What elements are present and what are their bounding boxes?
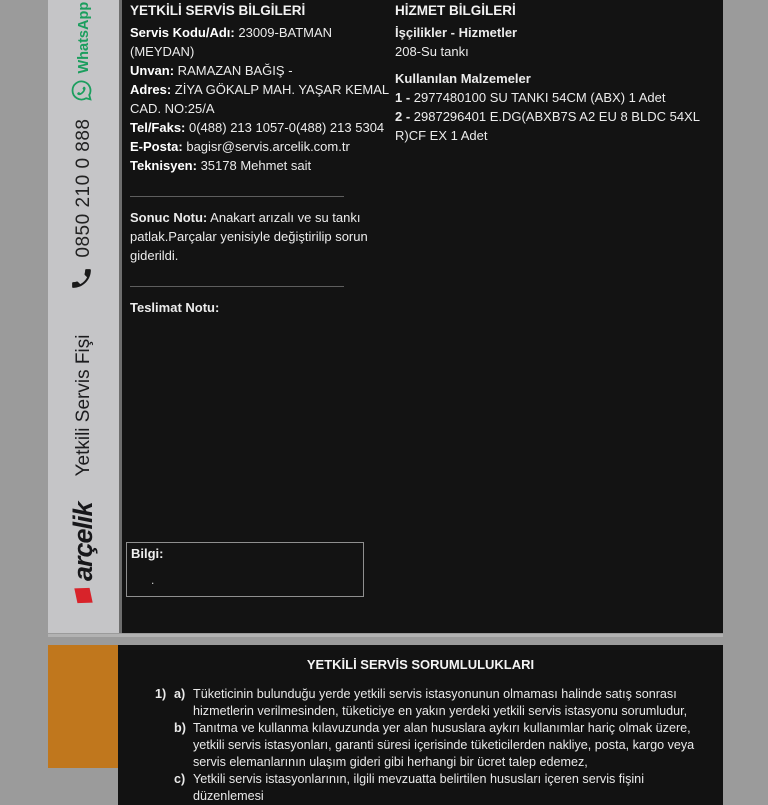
service-field: Servis Kodu/Adı: 23009-BATMAN (MEYDAN) xyxy=(130,25,333,59)
info-box-label: Bilgi: xyxy=(131,546,164,561)
receipt-upper xyxy=(48,0,723,633)
info-box-value: . xyxy=(151,573,155,587)
service-field: E-Posta: bagisr@servis.arcelik.com.tr xyxy=(130,139,350,154)
whatsapp-icon xyxy=(69,79,99,104)
responsibility-item: 1) a) Tüketicinin bulunduğu yerde yetkili servis istasyonunun olmaması halinde satış sonrası hizmetlerin verilmesinden, tüketiciye en yakın yerdeki yetkili servis istasyonu sorumludur, xyxy=(155,687,688,718)
responsibilities-panel xyxy=(118,645,723,805)
whatsapp-label: WhatsApp xyxy=(75,1,92,74)
material-item: 2 - 2987296401 E.DG(ABXB7S A2 EU 8 BLDC 54XL R)CF EX 1 Adet xyxy=(395,109,700,143)
info-box xyxy=(126,542,364,597)
service-details-title: HİZMET BİLGİLERİ xyxy=(395,3,516,18)
receipt-content-panel xyxy=(122,0,723,633)
responsibility-item: b) Tanıtma ve kullanma kılavuzunda yer alan hususlara aykırı kullanımlar hariç olmak üzere, yetkili servis istasyonları, garanti süresi içerisinde tüketicilerden nakliye, posta, kargo veya servis elemanlarının ulaşım gideri gibi herhangi bir ücret talep edemez, xyxy=(174,721,695,769)
responsibility-item: c) Yetkili servis istasyonlarının, ilgili mevzuatta belirtilen hususları içeren servis fişini düzenlemesi xyxy=(174,772,644,803)
service-field: Tel/Faks: 0(488) 213 1057-0(488) 213 5304 xyxy=(130,120,385,135)
labor-heading: İşçilikler - Hizmetler xyxy=(395,25,518,40)
service-info-fields xyxy=(130,23,394,175)
responsibilities-title: YETKİLİ SERVİS SORUMLULUKLARI xyxy=(306,657,535,672)
service-field: Adres: ZİYA GÖKALP MAH. YAŞAR KEMAL CAD. NO:25/A xyxy=(130,82,389,116)
responsibilities-section xyxy=(48,645,723,803)
materials-list xyxy=(395,88,719,145)
receipt-sidebar xyxy=(48,0,122,633)
service-field: Unvan: RAMAZAN BAĞIŞ - xyxy=(130,63,293,78)
delivery-note-label: Teslimat Notu: xyxy=(130,300,220,315)
sidebar-rotated-strip xyxy=(48,0,119,633)
result-note-label: Sonuc Notu: xyxy=(130,210,208,225)
service-field: Teknisyen: 35178 Mehmet sait xyxy=(130,158,312,173)
phone-icon xyxy=(69,266,99,291)
service-details-column xyxy=(395,1,719,145)
divider xyxy=(130,196,344,197)
support-phone-number: 0850 210 0 888 xyxy=(72,118,94,258)
arcelik-brand-logo: arçelik xyxy=(68,502,98,581)
labor-item: 208-Su tankı xyxy=(395,44,469,59)
document-title: Yetkili Servis Fişi xyxy=(72,334,94,477)
material-item: 1 - 2977480100 SU TANKI 54CM (ABX) 1 Adet xyxy=(395,90,666,105)
arcelik-logo-diamond xyxy=(74,588,92,603)
result-note-text: Anakart arızalı ve su tankı patlak.Parçalar yenisiyle değiştirilip sorun giderildi. xyxy=(130,210,368,263)
orange-side-bar xyxy=(48,645,118,768)
result-note xyxy=(130,208,394,265)
service-info-column xyxy=(130,1,394,317)
materials-heading: Kullanılan Malzemeler xyxy=(395,71,531,86)
service-info-title: YETKİLİ SERVİS BİLGİLERİ xyxy=(130,3,306,18)
responsibilities-list xyxy=(118,686,723,805)
divider xyxy=(130,286,344,287)
